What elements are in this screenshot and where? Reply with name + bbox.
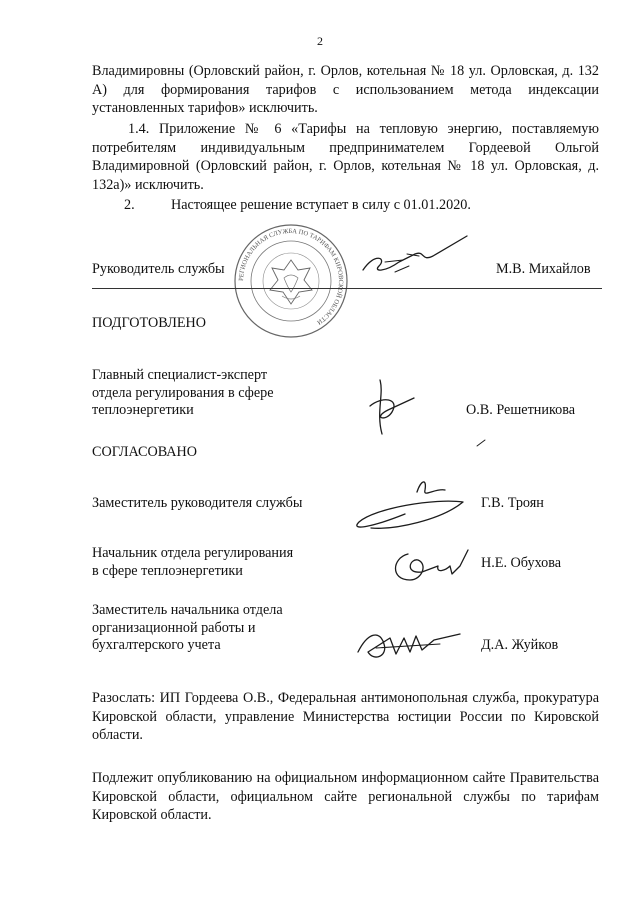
publication-paragraph: Подлежит опубликованию на официальном информационном сайте Правительства Кировской области, официальном сайте региональной службы по тарифам Кировской области. <box>92 770 599 824</box>
head-title: Руководитель службы <box>92 261 225 277</box>
agreed-signer-3-name: Д.А. Жуйков <box>481 637 559 653</box>
prepared-title-line: Главный специалист-эксперт <box>92 367 268 383</box>
signer-title-line: Начальник отдела регулирования <box>92 545 294 561</box>
prepared-title <box>92 367 274 420</box>
prepared-title-line: отдела регулирования в сфере <box>92 384 274 401</box>
item-2 <box>92 197 599 214</box>
signer-title-line: Заместитель руководителя службы <box>92 495 303 511</box>
item-2-number: 2. <box>124 197 135 213</box>
signer-3-signature-icon <box>350 622 470 666</box>
prepared-title-line: теплоэнергетики <box>92 402 194 418</box>
official-seal-icon <box>232 222 350 340</box>
signer-title-line: Заместитель начальника отдела <box>92 602 283 618</box>
continuation-paragraph: Владимировны (Орловский район, г. Орлов, котельная № 18 ул. Орловская, д. 132 А) для формирования тарифов с использованием метода индексации установленных тарифов» исключить. <box>92 63 599 117</box>
prepared-signature-icon <box>362 372 422 442</box>
seal-text: РЕГИОНАЛЬНАЯ СЛУЖБА ПО ТАРИФАМ КИРОВСКОЙ ОБЛАСТИ <box>237 227 345 326</box>
agreed-signer-1-name: Г.В. Троян <box>481 495 544 511</box>
agreed-signer-1-title <box>92 495 302 513</box>
page-number: 2 <box>317 34 323 48</box>
signer-title-line: бухгалтерского учета <box>92 637 221 653</box>
agreed-signer-2-title <box>92 545 293 580</box>
signer-title-line: организационной работы и <box>92 619 256 636</box>
signer-title-line: в сфере теплоэнергетики <box>92 562 243 579</box>
signer-1-signature-icon <box>345 440 495 540</box>
agreed-signer-2-name: Н.Е. Обухова <box>481 555 562 571</box>
head-name: М.В. Михайлов <box>496 261 591 277</box>
distribution-paragraph: Разослать: ИП Гордеева О.В., Федеральная антимонопольная служба, прокуратура Кировской области, управление Министерства юстиции России по Кировской области. <box>92 690 599 744</box>
item-2-text: Настоящее решение вступает в силу с 01.01.2020. <box>171 197 471 213</box>
signer-2-signature-icon <box>388 540 478 590</box>
item-1-4-paragraph: 1.4. Приложение № 6 «Тарифы на тепловую энергию, поставляемую потребителям индивидуальным предпринимателем Гордеевой Ольгой Владимировной (Орловский район, г. Орлов, котельная № 18 ул. Орловская, д. 132а)» исключить. <box>92 121 599 193</box>
agreed-signer-3-title <box>92 602 283 655</box>
agreed-heading: СОГЛАСОВАНО <box>92 444 198 460</box>
head-signature-icon <box>355 232 475 282</box>
prepared-name: О.В. Решетникова <box>466 402 576 418</box>
separator-line <box>92 288 602 289</box>
prepared-heading: ПОДГОТОВЛЕНО <box>92 315 206 331</box>
